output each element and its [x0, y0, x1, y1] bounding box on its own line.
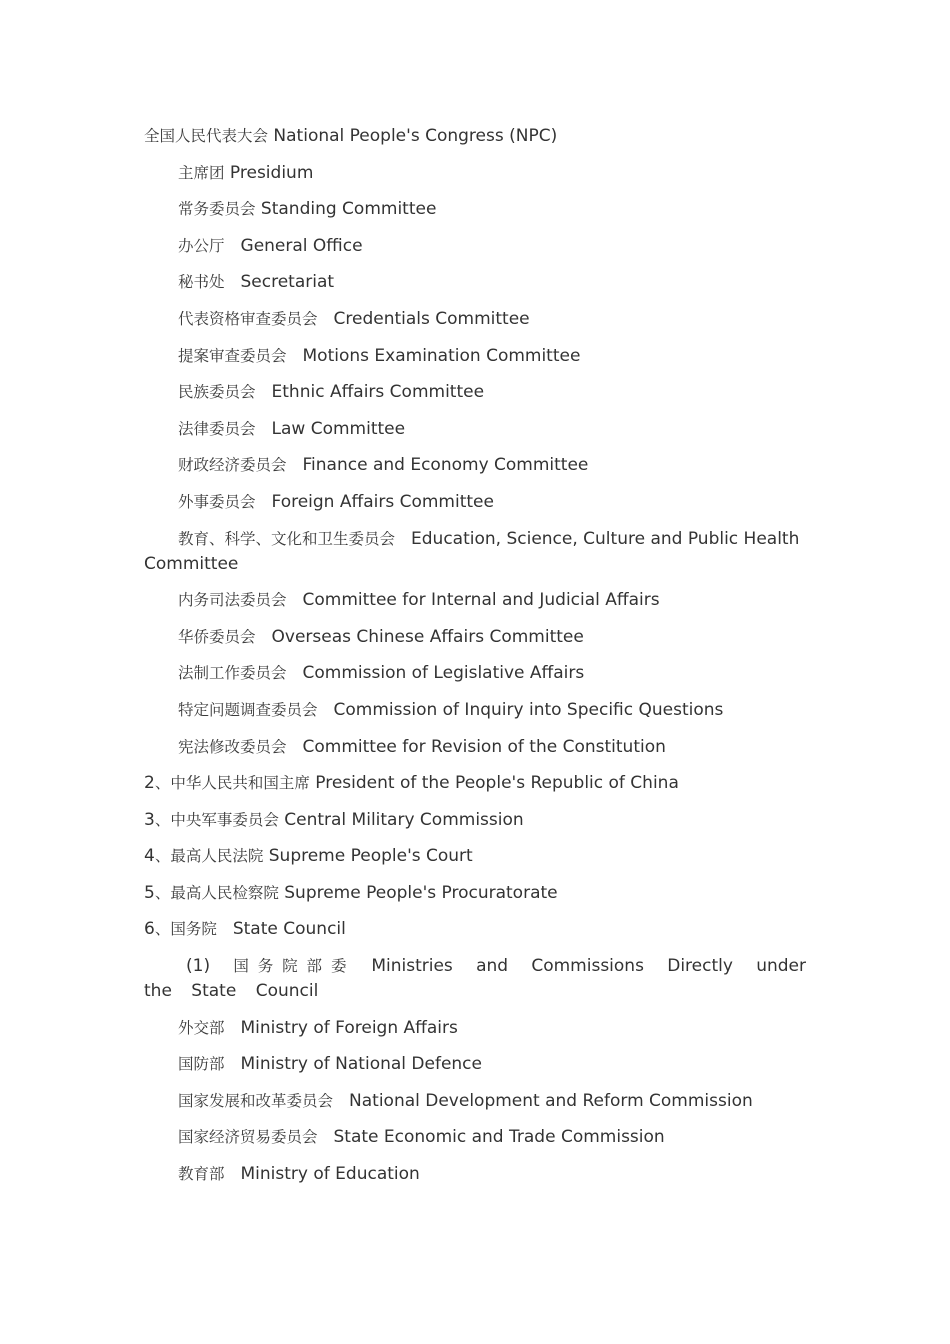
item-english: State Council — [232, 919, 346, 940]
item-number: 6 — [144, 919, 155, 940]
list-item — [144, 453, 806, 478]
list-item — [144, 1125, 806, 1150]
list-item — [144, 527, 806, 577]
item-chinese: 国务院部委 — [233, 957, 356, 976]
item-english: Ministry of National Defence — [240, 1054, 482, 1075]
list-item — [144, 954, 806, 1004]
list-item — [144, 307, 806, 332]
item-english: Ethnic Affairs Committee — [271, 382, 485, 403]
list-item — [144, 1016, 806, 1041]
item-chinese: 财政经济委员会 — [178, 456, 287, 475]
list-item — [144, 844, 806, 869]
list-item — [144, 270, 806, 295]
item-chinese: 外事委员会 — [178, 492, 256, 511]
item-chinese: 国家经济贸易委员会 — [178, 1128, 318, 1147]
list-item — [144, 588, 806, 613]
item-english: National Development and Reform Commission — [349, 1090, 753, 1111]
item-chinese: 国防部 — [178, 1055, 225, 1074]
item-english: Secretariat — [240, 272, 335, 293]
list-item — [144, 1052, 806, 1077]
item-chinese: 教育部 — [178, 1165, 225, 1184]
item-english: Commission of Inquiry into Specific Questions — [333, 699, 724, 720]
item-english: National People's Congress (NPC) — [273, 126, 558, 146]
list-item — [144, 808, 806, 833]
list-item — [144, 417, 806, 442]
item-chinese: 主席团 — [178, 163, 225, 182]
item-chinese: 华侨委员会 — [178, 627, 256, 646]
item-english: Ministries and Commissions Directly under the State Council — [144, 956, 806, 1002]
item-english: Ministry of Foreign Affairs — [240, 1017, 458, 1038]
item-english: President of the People's Republic of China — [315, 773, 679, 794]
item-english: Committee for Internal and Judicial Affairs — [302, 590, 660, 611]
item-chinese: 民族委员会 — [178, 383, 256, 402]
item-chinese: 、中央军事委员会 — [154, 810, 279, 829]
list-item — [144, 661, 806, 686]
list-item — [144, 380, 806, 405]
list-item — [144, 698, 806, 723]
list-item — [144, 625, 806, 650]
list-item — [144, 881, 806, 906]
item-english: General Office — [240, 235, 363, 256]
item-chinese: 秘书处 — [178, 273, 225, 292]
item-chinese: 、最高人民检察院 — [154, 883, 279, 902]
item-number: 2 — [144, 773, 155, 794]
list-item — [144, 735, 806, 760]
item-english: Motions Examination Committee — [302, 345, 581, 366]
item-chinese: 代表资格审查委员会 — [178, 309, 318, 328]
list-item — [144, 490, 806, 515]
list-item — [144, 1162, 806, 1187]
item-english: Credentials Committee — [333, 308, 530, 329]
item-chinese: 教育、科学、文化和卫生委员会 — [178, 529, 396, 548]
item-english: Central Military Commission — [284, 809, 524, 830]
item-english: Education, Science, Culture and Public Health Committee — [144, 528, 800, 574]
item-english: Finance and Economy Committee — [302, 455, 589, 476]
item-chinese: 特定问题调查委员会 — [178, 700, 318, 719]
item-english: State Economic and Trade Commission — [333, 1127, 665, 1148]
item-chinese: 国家发展和改革委员会 — [178, 1091, 334, 1110]
item-number: (1) — [186, 956, 211, 977]
list-item — [144, 161, 806, 186]
list-item — [144, 344, 806, 369]
item-chinese: 、中华人民共和国主席 — [154, 774, 310, 793]
item-english: Commission of Legislative Affairs — [302, 663, 585, 684]
item-english: Law Committee — [271, 418, 406, 439]
item-chinese: 常务委员会 — [178, 200, 256, 219]
list-item — [144, 197, 806, 222]
list-item — [144, 771, 806, 796]
item-english: Ministry of Education — [240, 1164, 420, 1185]
item-chinese: 办公厅 — [178, 236, 225, 255]
item-english: Committee for Revision of the Constitution — [302, 736, 666, 757]
item-chinese: 内务司法委员会 — [178, 591, 287, 610]
item-number: 3 — [144, 809, 155, 830]
item-number: 5 — [144, 882, 155, 903]
item-english: Foreign Affairs Committee — [271, 491, 494, 512]
list-item — [144, 1089, 806, 1114]
list-item — [144, 234, 806, 259]
item-chinese: 法律委员会 — [178, 419, 256, 438]
item-chinese: 、国务院 — [154, 920, 217, 939]
item-english: Supreme People's Court — [268, 846, 473, 867]
item-chinese: 全国人民代表大会 — [144, 127, 269, 145]
item-english: Overseas Chinese Affairs Committee — [271, 626, 584, 647]
item-number: 4 — [144, 846, 155, 867]
list-item — [144, 917, 806, 942]
item-english: Standing Committee — [260, 199, 437, 220]
item-english: Supreme People's Procuratorate — [284, 882, 558, 903]
item-english: Presidium — [229, 162, 314, 183]
item-chinese: 法制工作委员会 — [178, 664, 287, 683]
list-item — [144, 124, 806, 149]
item-chinese: 提案审查委员会 — [178, 346, 287, 365]
document-body — [144, 124, 806, 1199]
item-chinese: 外交部 — [178, 1018, 225, 1037]
item-chinese: 宪法修改委员会 — [178, 737, 287, 756]
item-chinese: 、最高人民法院 — [154, 847, 264, 866]
